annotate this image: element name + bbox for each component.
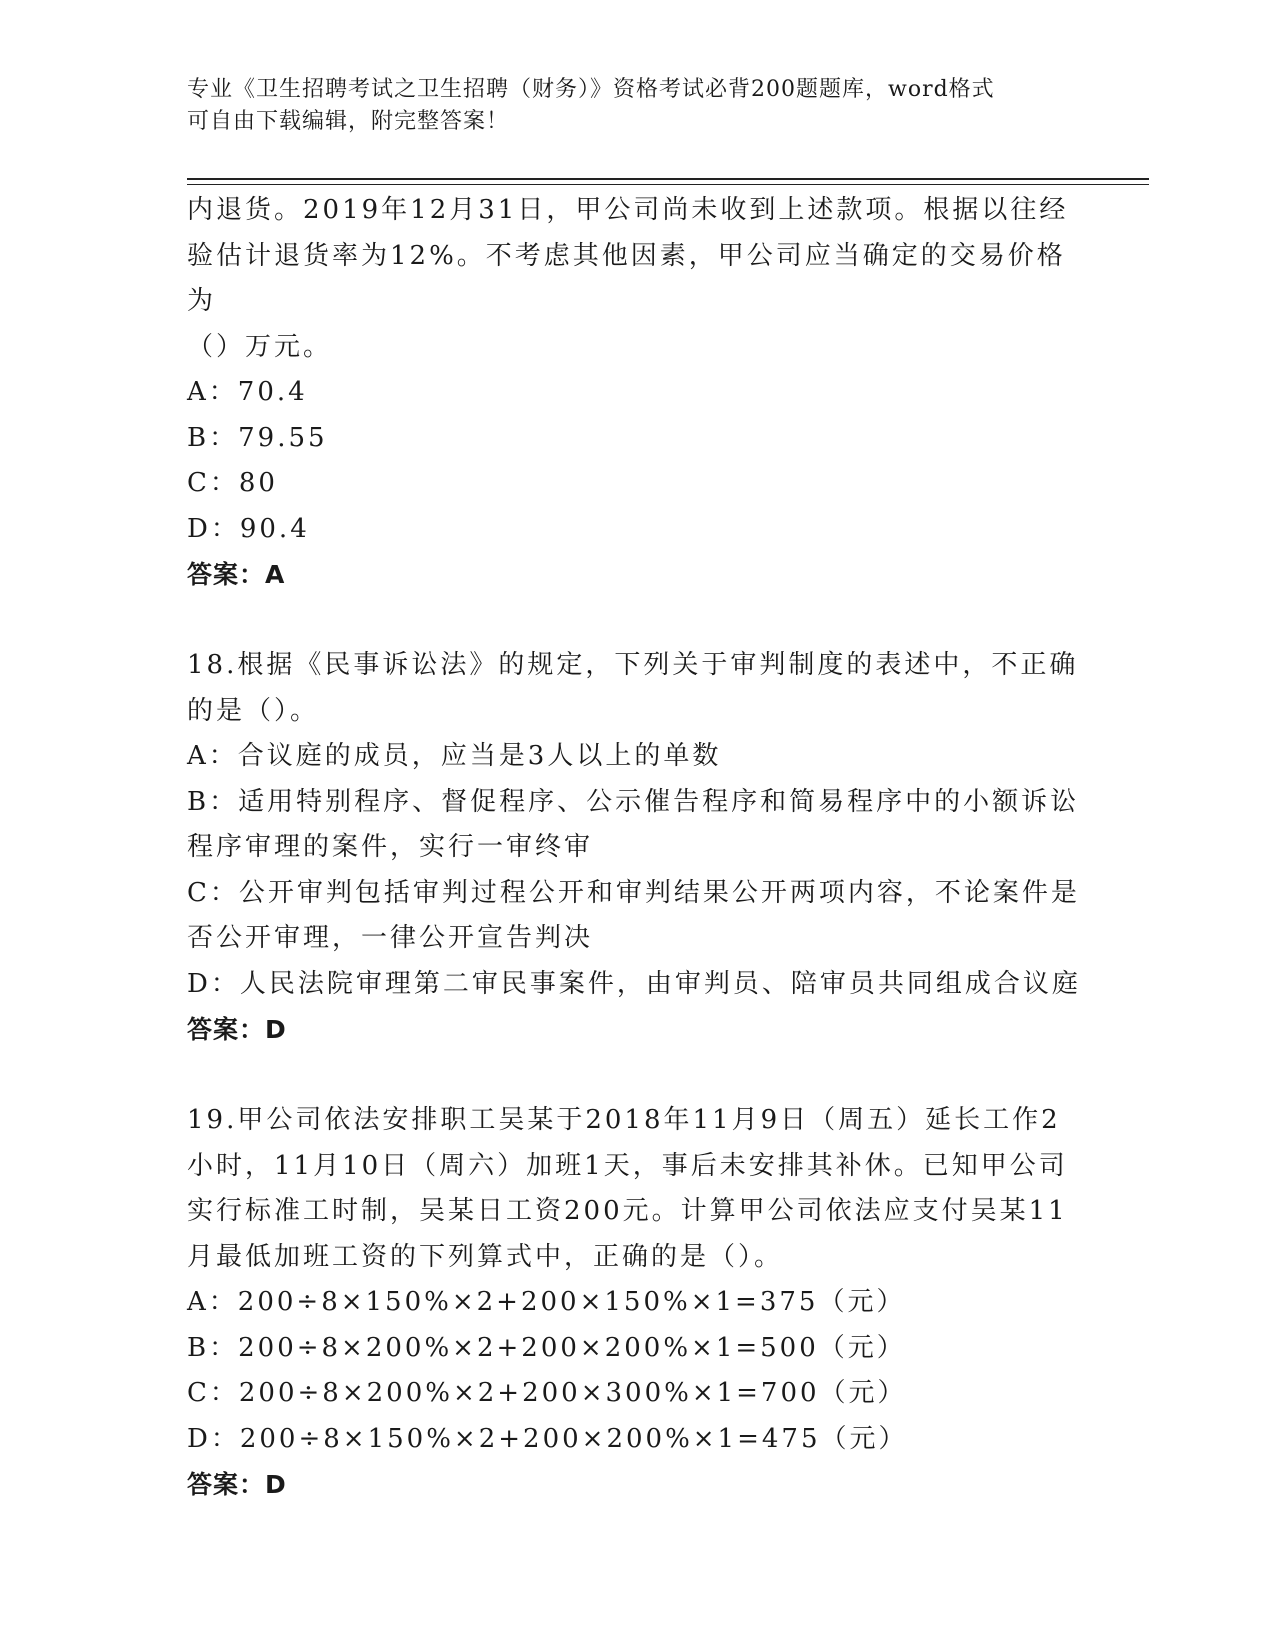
question-text-line: 验估计退货率为12%。不考虑其他因素，甲公司应当确定的交易价格为 [187,240,1066,316]
option-b: B：79.55 [187,422,328,453]
header-line-1: 专业《卫生招聘考试之卫生招聘（财务）》资格考试必背200题题库，word格式 [187,77,995,102]
question-text-line: 小时，11月10日（周六）加班1天，事后未安排其补休。已知甲公司 [187,1150,1068,1181]
question-19 [187,1098,1087,1508]
question-text-line: 的是（）。 [187,695,320,726]
answer-line: 答案：D [187,1470,287,1499]
question-content [187,188,1087,1508]
option-d: D：200÷8×150%×2+200×200%×1=475（元） [187,1423,908,1454]
spacer [187,598,1087,644]
question-text-line: 月最低加班工资的下列算式中，正确的是（）。 [187,1241,784,1272]
question-text-line: 内退货。2019年12月31日，甲公司尚未收到上述款项。根据以往经 [187,195,1069,225]
option-b: B：适用特别程序、督促程序、公示催告程序和简易程序中的小额诉讼 [187,786,1080,817]
answer-line: 答案：D [187,1015,287,1044]
option-a: A：合议庭的成员，应当是3人以上的单数 [187,741,722,771]
option-d: D：90.4 [187,513,310,544]
option-d: D：人民法院审理第二审民事案件，由审判员、陪审员共同组成合议庭 [187,968,1081,999]
option-c: C：80 [187,468,278,498]
question-17 [187,188,1087,598]
question-text-line: （）万元。 [187,331,333,362]
spacer [187,1053,1087,1099]
header-rule-thin [187,184,1149,185]
option-c: C：200÷8×200%×2+200×300%×1=700（元） [187,1378,907,1408]
question-text-line: 19.甲公司依法安排职工吴某于2018年11月9日（周五）延长工作2 [187,1105,1061,1135]
header-rule-thick [187,178,1149,180]
answer-line: 答案：A [187,560,286,589]
question-text-line: 实行标准工时制，吴某日工资200元。计算甲公司依法应支付吴某11 [187,1196,1068,1226]
question-text-line: 18.根据《民事诉讼法》的规定，下列关于审判制度的表述中，不正确 [187,650,1079,680]
option-a: A：70.4 [187,377,308,407]
option-b: B：200÷8×200%×2+200×200%×1=500（元） [187,1332,906,1363]
header-line-2: 可自由下载编辑，附完整答案！ [187,109,510,134]
page-header [187,74,1067,138]
option-c: C：公开审判包括审判过程公开和审判结果公开两项内容，不论案件是 [187,877,1080,908]
question-18 [187,643,1087,1053]
option-b-cont: 程序审理的案件，实行一审终审 [187,832,594,862]
option-c-cont: 否公开审理，一律公开宣告判决 [187,923,594,953]
option-a: A：200÷8×150%×2+200×150%×1=375（元） [187,1287,906,1317]
